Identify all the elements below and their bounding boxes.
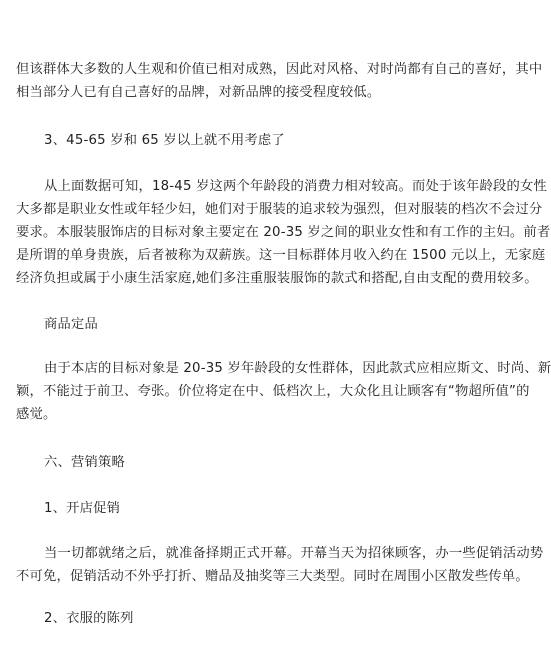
subsection-1-heading: 1、开店促销 — [44, 501, 121, 516]
text-line: 由于本店的目标对象是 20-35 岁年龄段的女性群体，因此款式应相应斯文、时尚、新 — [44, 361, 551, 376]
paragraph-target-audience — [16, 175, 551, 290]
text-line: 经济负担或属于小康生活家庭,她们多注重服装服饰的款式和搭配,自由支配的费用较多。 — [16, 271, 538, 286]
text-line: 不可免，促销活动不外乎打折、赠品及抽奖等三大类型。同时在周围小区散发些传单。 — [16, 569, 529, 584]
section-3-heading: 3、45-65 岁和 65 岁以上就不用考虑了 — [44, 133, 285, 148]
text-line: 但该群体大多数的人生观和价值已相对成熟，因此对风格、对时尚都有自己的喜好，其中 — [16, 62, 543, 77]
text-line: 当一切都就绪之后，就准备择期正式开幕。开幕当天为招徕顾客，办一些促销活动势 — [44, 546, 544, 561]
section-6-heading: 六、营销策略 — [44, 455, 125, 470]
paragraph-audience-maturity — [16, 58, 543, 104]
product-positioning-heading: 商品定品 — [44, 317, 98, 332]
text-line: 从上面数据可知，18-45 岁这两个年龄段的消费力相对较高。而处于该年龄段的女性 — [44, 179, 547, 194]
text-line: 颖，不能过于前卫、夸张。价位将定在中、低档次上，大众化且让顾客有“物超所值”的 — [16, 384, 530, 399]
text-line: 是所谓的单身贵族，后者被称为双薪族。这一目标群体月收入约在 1500 元以上，无家庭 — [16, 248, 546, 263]
text-line: 感觉。 — [16, 407, 57, 422]
subsection-2-heading: 2、衣服的陈列 — [44, 611, 134, 626]
text-line: 要求。本服装服饰店的目标对象主要定在 20-35 岁之间的职业女性和有工作的主妇。前者 — [16, 225, 551, 240]
text-line: 相当部分人已有自己喜好的品牌，对新品牌的接受程度较低。 — [16, 85, 381, 100]
paragraph-product-style — [16, 357, 551, 426]
text-line: 大多都是职业女性或年轻少妇，她们对于服装的追求较为强烈，但对服装的档次不会过分 — [16, 202, 543, 217]
paragraph-opening-promotion — [16, 542, 544, 588]
